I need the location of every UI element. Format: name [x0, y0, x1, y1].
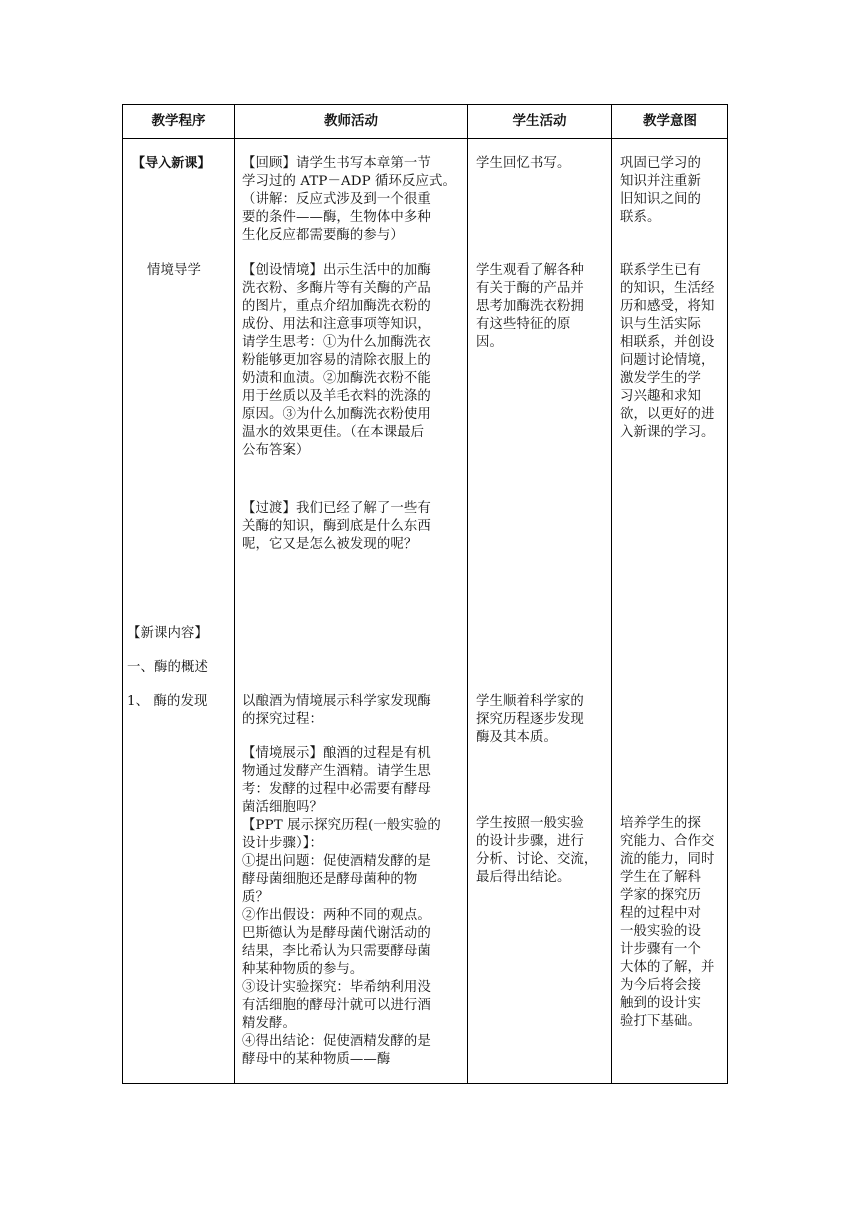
student-recall: 学生回忆书写。 — [476, 156, 571, 171]
student-observe: 学生观看了解各种 有关于酶的产品并 思考加酶洗衣粉拥 有这些特征的原 因。 — [476, 263, 584, 350]
header-procedure: 教学程序 — [151, 113, 206, 129]
intent-cultivate: 培养学生的探 究能力、合作交 流的能力，同时 学生在了解科 学家的探究历 程的过程中对 一般实验的设 计步骤有一个 大体的了解，并 为今后将会接 触到的设计实 验打下基础。 — [620, 816, 715, 1029]
procedure-intro: 【导入新课】 — [132, 156, 211, 171]
student-steps: 学生按照一般实验 的设计步骤，进行 分析、讨论、交流， 最后得出结论。 — [476, 816, 598, 885]
intent-connect: 联系学生已有 的知识，生活经 历和感受，将知 识与生活实际 相联系，并创设 问题讨论情境， 激发学生的学 习兴趣和求知 欲，以更好的进 入新课的学习。 — [620, 263, 715, 440]
column-divider — [467, 105, 468, 1083]
teacher-wine-scenario: 【情境展示】酿酒的过程是有机 物通过发酵产生酒精。请学生思 考：发酵的过程中必需要有酵母 菌活细胞吗？ 【PPT 展示探究历程(一般实验的 设计步骤）】： ①提出问题：促使酒精发酵的是 酵母菌细胞还是酵母菌种的物 质？ ②作出假设：两种不同的观点。 巴斯德认为是酵母菌代谢活动的 结果，李比希认为只需要酵母菌 种某种物质的参与。 ③设计实验探究：毕希纳利用没 有活细胞的酵母汁就可以进行酒 精发酵。 ④得出结论：促使酒精发酵的是 酵母中的某种物质——酶 — [242, 746, 441, 1067]
teacher-scenario: 【创设情境】出示生活中的加酶 洗衣粉、多酶片等有关酶的产品 的图片，重点介绍加酶洗衣粉的 成份、用法和注意事项等知识， 请学生思考：①为什么加酶洗衣 粉能够更加容易的清除衣服上的 奶渍和血渍。②加酶洗衣粉不能 用于丝质以及羊毛衣料的洗涤的 原因。③为什么加酶洗衣粉使用 温水的效果更佳。（在本课最后 公布答案） — [242, 263, 431, 458]
header-divider — [123, 138, 727, 139]
column-divider — [234, 105, 235, 1083]
header-student-activity: 学生活动 — [512, 113, 567, 129]
procedure-section-1: 一、酶的概述 — [127, 660, 208, 675]
teacher-review: 【回顾】请学生书写本章第一节 学习过的 ATP－ADP 循环反应式。 （讲解：反应式涉及到一个很重 要的条件——酶，生物体中多种 生化反应都需要酶的参与） — [242, 156, 457, 243]
intent-consolidate: 巩固已学习的 知识并注重新 旧知识之间的 联系。 — [620, 156, 701, 225]
procedure-section-1-1: 1、 酶的发现 — [127, 694, 208, 709]
student-follow: 学生顺着科学家的 探究历程逐步发现 酶及其本质。 — [476, 694, 584, 745]
teacher-transition: 【过渡】我们已经了解了一些有 关酶的知识，酶到底是什么东西 呢，它又是怎么被发现的呢？ — [242, 501, 431, 552]
teacher-wine-intro: 以酿酒为情境展示科学家发现酶 的探究过程： — [242, 694, 431, 727]
header-teaching-intent: 教学意图 — [643, 113, 697, 129]
lesson-plan-table — [122, 104, 728, 1084]
procedure-situation: 情境导学 — [147, 263, 201, 278]
column-divider — [611, 105, 612, 1083]
header-teacher-activity: 教师活动 — [324, 113, 378, 129]
procedure-new-content: 【新课内容】 — [127, 626, 208, 641]
